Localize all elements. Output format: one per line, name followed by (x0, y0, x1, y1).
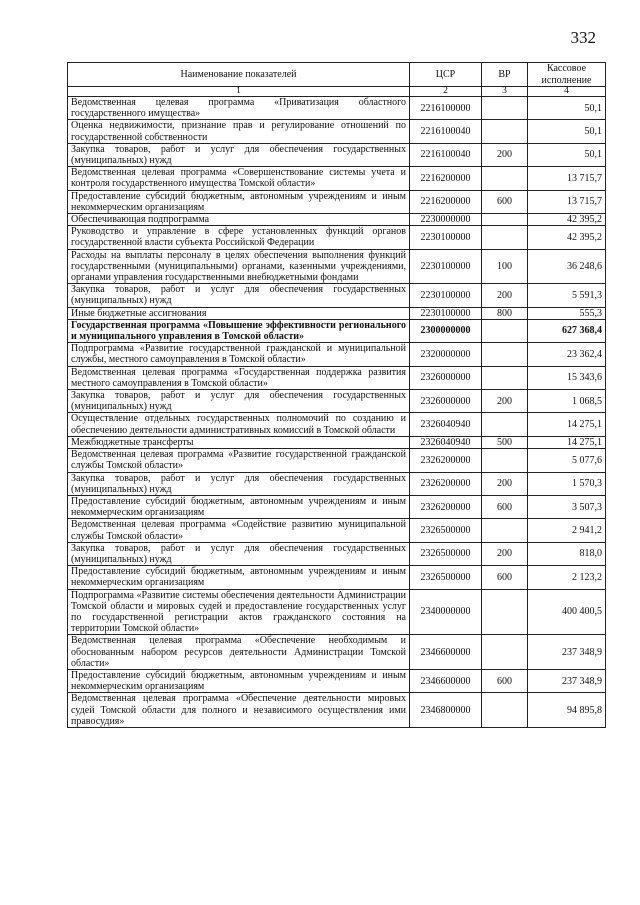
table-row (68, 307, 606, 319)
table-row (68, 190, 606, 213)
row-csr-cell: 2216200000 (410, 190, 482, 213)
row-vr-cell: 200 (482, 390, 528, 413)
row-amount-cell: 42 395,2 (528, 214, 606, 226)
row-name-cell: Подпрограмма «Развитие системы обеспечения деятельности Администрации Томской области и мировых судей и предоставление государственных услуг по государственной регистрации актов гражданского состояния на территории Томской области» (68, 589, 410, 635)
row-amount-cell: 36 248,6 (528, 249, 606, 284)
row-csr-cell: 2340000000 (410, 589, 482, 635)
row-name-cell: Ведомственная целевая программа «Приватизация областного государственного имущества» (68, 97, 410, 120)
column-number: 4 (528, 87, 606, 97)
row-amount-cell: 2 123,2 (528, 566, 606, 589)
column-number: 1 (68, 87, 410, 97)
row-vr-cell: 500 (482, 436, 528, 448)
row-csr-cell: 2326500000 (410, 566, 482, 589)
table-row (68, 566, 606, 589)
row-vr-cell (482, 693, 528, 728)
table-header-row (68, 63, 606, 87)
row-vr-cell (482, 449, 528, 472)
row-name-cell: Осуществление отдельных государственных полномочий по созданию и обеспечению деятельности административных комиссий в Томской области (68, 413, 410, 436)
row-amount-cell: 15 343,6 (528, 366, 606, 389)
table-row (68, 214, 606, 226)
table-row (68, 693, 606, 728)
table-row (68, 390, 606, 413)
row-vr-cell (482, 226, 528, 249)
table-row (68, 542, 606, 565)
row-amount-cell: 14 275,1 (528, 436, 606, 448)
row-amount-cell: 1 068,5 (528, 390, 606, 413)
column-header-csr: ЦСР (410, 63, 482, 87)
row-name-cell: Подпрограмма «Развитие государственной гражданской и муниципальной службы, местного самоуправления в Томской области» (68, 343, 410, 366)
row-amount-cell: 627 368,4 (528, 319, 606, 342)
row-name-cell: Межбюджетные трансферты (68, 436, 410, 448)
row-name-cell: Закупка товаров, работ и услуг для обеспечения государственных (муниципальных) нужд (68, 390, 410, 413)
row-csr-cell: 2346600000 (410, 669, 482, 692)
row-vr-cell: 200 (482, 284, 528, 307)
row-csr-cell: 2346600000 (410, 635, 482, 670)
column-header-vr: ВР (482, 63, 528, 87)
row-csr-cell: 2326000000 (410, 390, 482, 413)
row-amount-cell: 94 895,8 (528, 693, 606, 728)
row-vr-cell (482, 519, 528, 542)
row-amount-cell: 237 348,9 (528, 635, 606, 670)
row-amount-cell: 555,3 (528, 307, 606, 319)
row-amount-cell: 1 570,3 (528, 472, 606, 495)
table-row (68, 436, 606, 448)
budget-execution-table (67, 62, 606, 728)
row-vr-cell: 800 (482, 307, 528, 319)
row-name-cell: Предоставление субсидий бюджетным, автономным учреждениям и иным некоммерческим организациям (68, 566, 410, 589)
column-number: 2 (410, 87, 482, 97)
row-name-cell: Закупка товаров, работ и услуг для обеспечения государственных (муниципальных) нужд (68, 284, 410, 307)
row-vr-cell: 600 (482, 566, 528, 589)
table-row (68, 413, 606, 436)
row-vr-cell: 600 (482, 190, 528, 213)
row-vr-cell: 200 (482, 542, 528, 565)
table-row (68, 249, 606, 284)
row-amount-cell: 400 400,5 (528, 589, 606, 635)
row-vr-cell (482, 120, 528, 143)
row-name-cell: Ведомственная целевая программа «Обеспечение необходимым и обоснованным набором ресурсов деятельности Администрации Томской области» (68, 635, 410, 670)
row-name-cell: Руководство и управление в сфере установленных функций органов государственной власти субъекта Российской Федерации (68, 226, 410, 249)
row-name-cell: Ведомственная целевая программа «Государственная поддержка развития местного самоуправления в Томской области» (68, 366, 410, 389)
row-name-cell: Предоставление субсидий бюджетным, автономным учреждениям и иным некоммерческим организациям (68, 495, 410, 518)
row-vr-cell: 100 (482, 249, 528, 284)
row-name-cell: Ведомственная целевая программа «Развитие государственной гражданской службы Томской области» (68, 449, 410, 472)
row-amount-cell: 818,0 (528, 542, 606, 565)
row-name-cell: Предоставление субсидий бюджетным, автономным учреждениям и иным некоммерческим организациям (68, 190, 410, 213)
row-name-cell: Иные бюджетные ассигнования (68, 307, 410, 319)
row-csr-cell: 2320000000 (410, 343, 482, 366)
row-name-cell: Закупка товаров, работ и услуг для обеспечения государственных (муниципальных) нужд (68, 143, 410, 166)
row-vr-cell: 200 (482, 472, 528, 495)
column-number: 3 (482, 87, 528, 97)
row-csr-cell: 2326040940 (410, 436, 482, 448)
row-vr-cell (482, 589, 528, 635)
row-name-cell: Расходы на выплаты персоналу в целях обеспечения выполнения функций государственными (муниципальными) органами, казенными учреждениями, органами управления государственными внебюджетными фондами (68, 249, 410, 284)
table-row (68, 226, 606, 249)
row-csr-cell: 2216100040 (410, 120, 482, 143)
table-row (68, 519, 606, 542)
row-csr-cell: 2326040940 (410, 413, 482, 436)
row-vr-cell: 600 (482, 495, 528, 518)
row-vr-cell (482, 366, 528, 389)
table-row (68, 143, 606, 166)
row-csr-cell: 2326200000 (410, 495, 482, 518)
row-amount-cell: 3 507,3 (528, 495, 606, 518)
page-number: 332 (570, 28, 596, 47)
table-row (68, 589, 606, 635)
row-csr-cell: 2326000000 (410, 366, 482, 389)
row-csr-cell: 2230100000 (410, 249, 482, 284)
row-name-cell: Обеспечивающая подпрограмма (68, 214, 410, 226)
row-amount-cell: 42 395,2 (528, 226, 606, 249)
row-name-cell: Ведомственная целевая программа «Содействие развитию муниципальной службы Томской области» (68, 519, 410, 542)
row-csr-cell: 2230100000 (410, 284, 482, 307)
row-amount-cell: 5 591,3 (528, 284, 606, 307)
row-csr-cell: 2326200000 (410, 449, 482, 472)
row-csr-cell: 2230100000 (410, 226, 482, 249)
row-amount-cell: 14 275,1 (528, 413, 606, 436)
table-row (68, 495, 606, 518)
table-row (68, 97, 606, 120)
row-amount-cell: 23 362,4 (528, 343, 606, 366)
row-csr-cell: 2216200000 (410, 167, 482, 190)
row-amount-cell: 50,1 (528, 120, 606, 143)
table-row (68, 120, 606, 143)
row-amount-cell: 237 348,9 (528, 669, 606, 692)
row-csr-cell: 2326500000 (410, 519, 482, 542)
table-row (68, 472, 606, 495)
row-name-cell: Ведомственная целевая программа «Совершенствование системы учета и контроля государственного имущества Томской области» (68, 167, 410, 190)
row-name-cell: Ведомственная целевая программа «Обеспечение деятельности мировых судей Томской области для полного и независимого осуществления ими правосудия» (68, 693, 410, 728)
row-name-cell: Закупка товаров, работ и услуг для обеспечения государственных (муниципальных) нужд (68, 472, 410, 495)
table-row (68, 635, 606, 670)
row-csr-cell: 2326500000 (410, 542, 482, 565)
column-header-name: Наименование показателей (68, 63, 410, 87)
row-csr-cell: 2300000000 (410, 319, 482, 342)
row-vr-cell (482, 343, 528, 366)
row-vr-cell (482, 167, 528, 190)
row-amount-cell: 13 715,7 (528, 167, 606, 190)
row-vr-cell (482, 413, 528, 436)
row-csr-cell: 2346800000 (410, 693, 482, 728)
row-name-cell: Оценка недвижимости, признание прав и регулирование отношений по государственной собственности (68, 120, 410, 143)
row-csr-cell: 2216100000 (410, 97, 482, 120)
column-header-amount: Кассовое исполнение (528, 63, 606, 87)
row-vr-cell: 200 (482, 143, 528, 166)
row-vr-cell (482, 97, 528, 120)
row-vr-cell (482, 214, 528, 226)
row-vr-cell (482, 319, 528, 342)
table-row (68, 167, 606, 190)
table-body (68, 97, 606, 728)
table-row (68, 343, 606, 366)
row-csr-cell: 2216100040 (410, 143, 482, 166)
table-row (68, 449, 606, 472)
table-row (68, 669, 606, 692)
table-row (68, 284, 606, 307)
row-name-cell: Закупка товаров, работ и услуг для обеспечения государственных (муниципальных) нужд (68, 542, 410, 565)
row-vr-cell: 600 (482, 669, 528, 692)
row-csr-cell: 2230000000 (410, 214, 482, 226)
row-amount-cell: 5 077,6 (528, 449, 606, 472)
row-vr-cell (482, 635, 528, 670)
row-amount-cell: 2 941,2 (528, 519, 606, 542)
row-csr-cell: 2230100000 (410, 307, 482, 319)
row-amount-cell: 50,1 (528, 97, 606, 120)
row-name-cell: Предоставление субсидий бюджетным, автономным учреждениям и иным некоммерческим организациям (68, 669, 410, 692)
table-column-number-row (68, 87, 606, 97)
row-name-cell: Государственная программа «Повышение эффективности регионального и муниципального управления в Томской области» (68, 319, 410, 342)
table-row (68, 319, 606, 342)
table-row (68, 366, 606, 389)
row-csr-cell: 2326200000 (410, 472, 482, 495)
row-amount-cell: 50,1 (528, 143, 606, 166)
row-amount-cell: 13 715,7 (528, 190, 606, 213)
